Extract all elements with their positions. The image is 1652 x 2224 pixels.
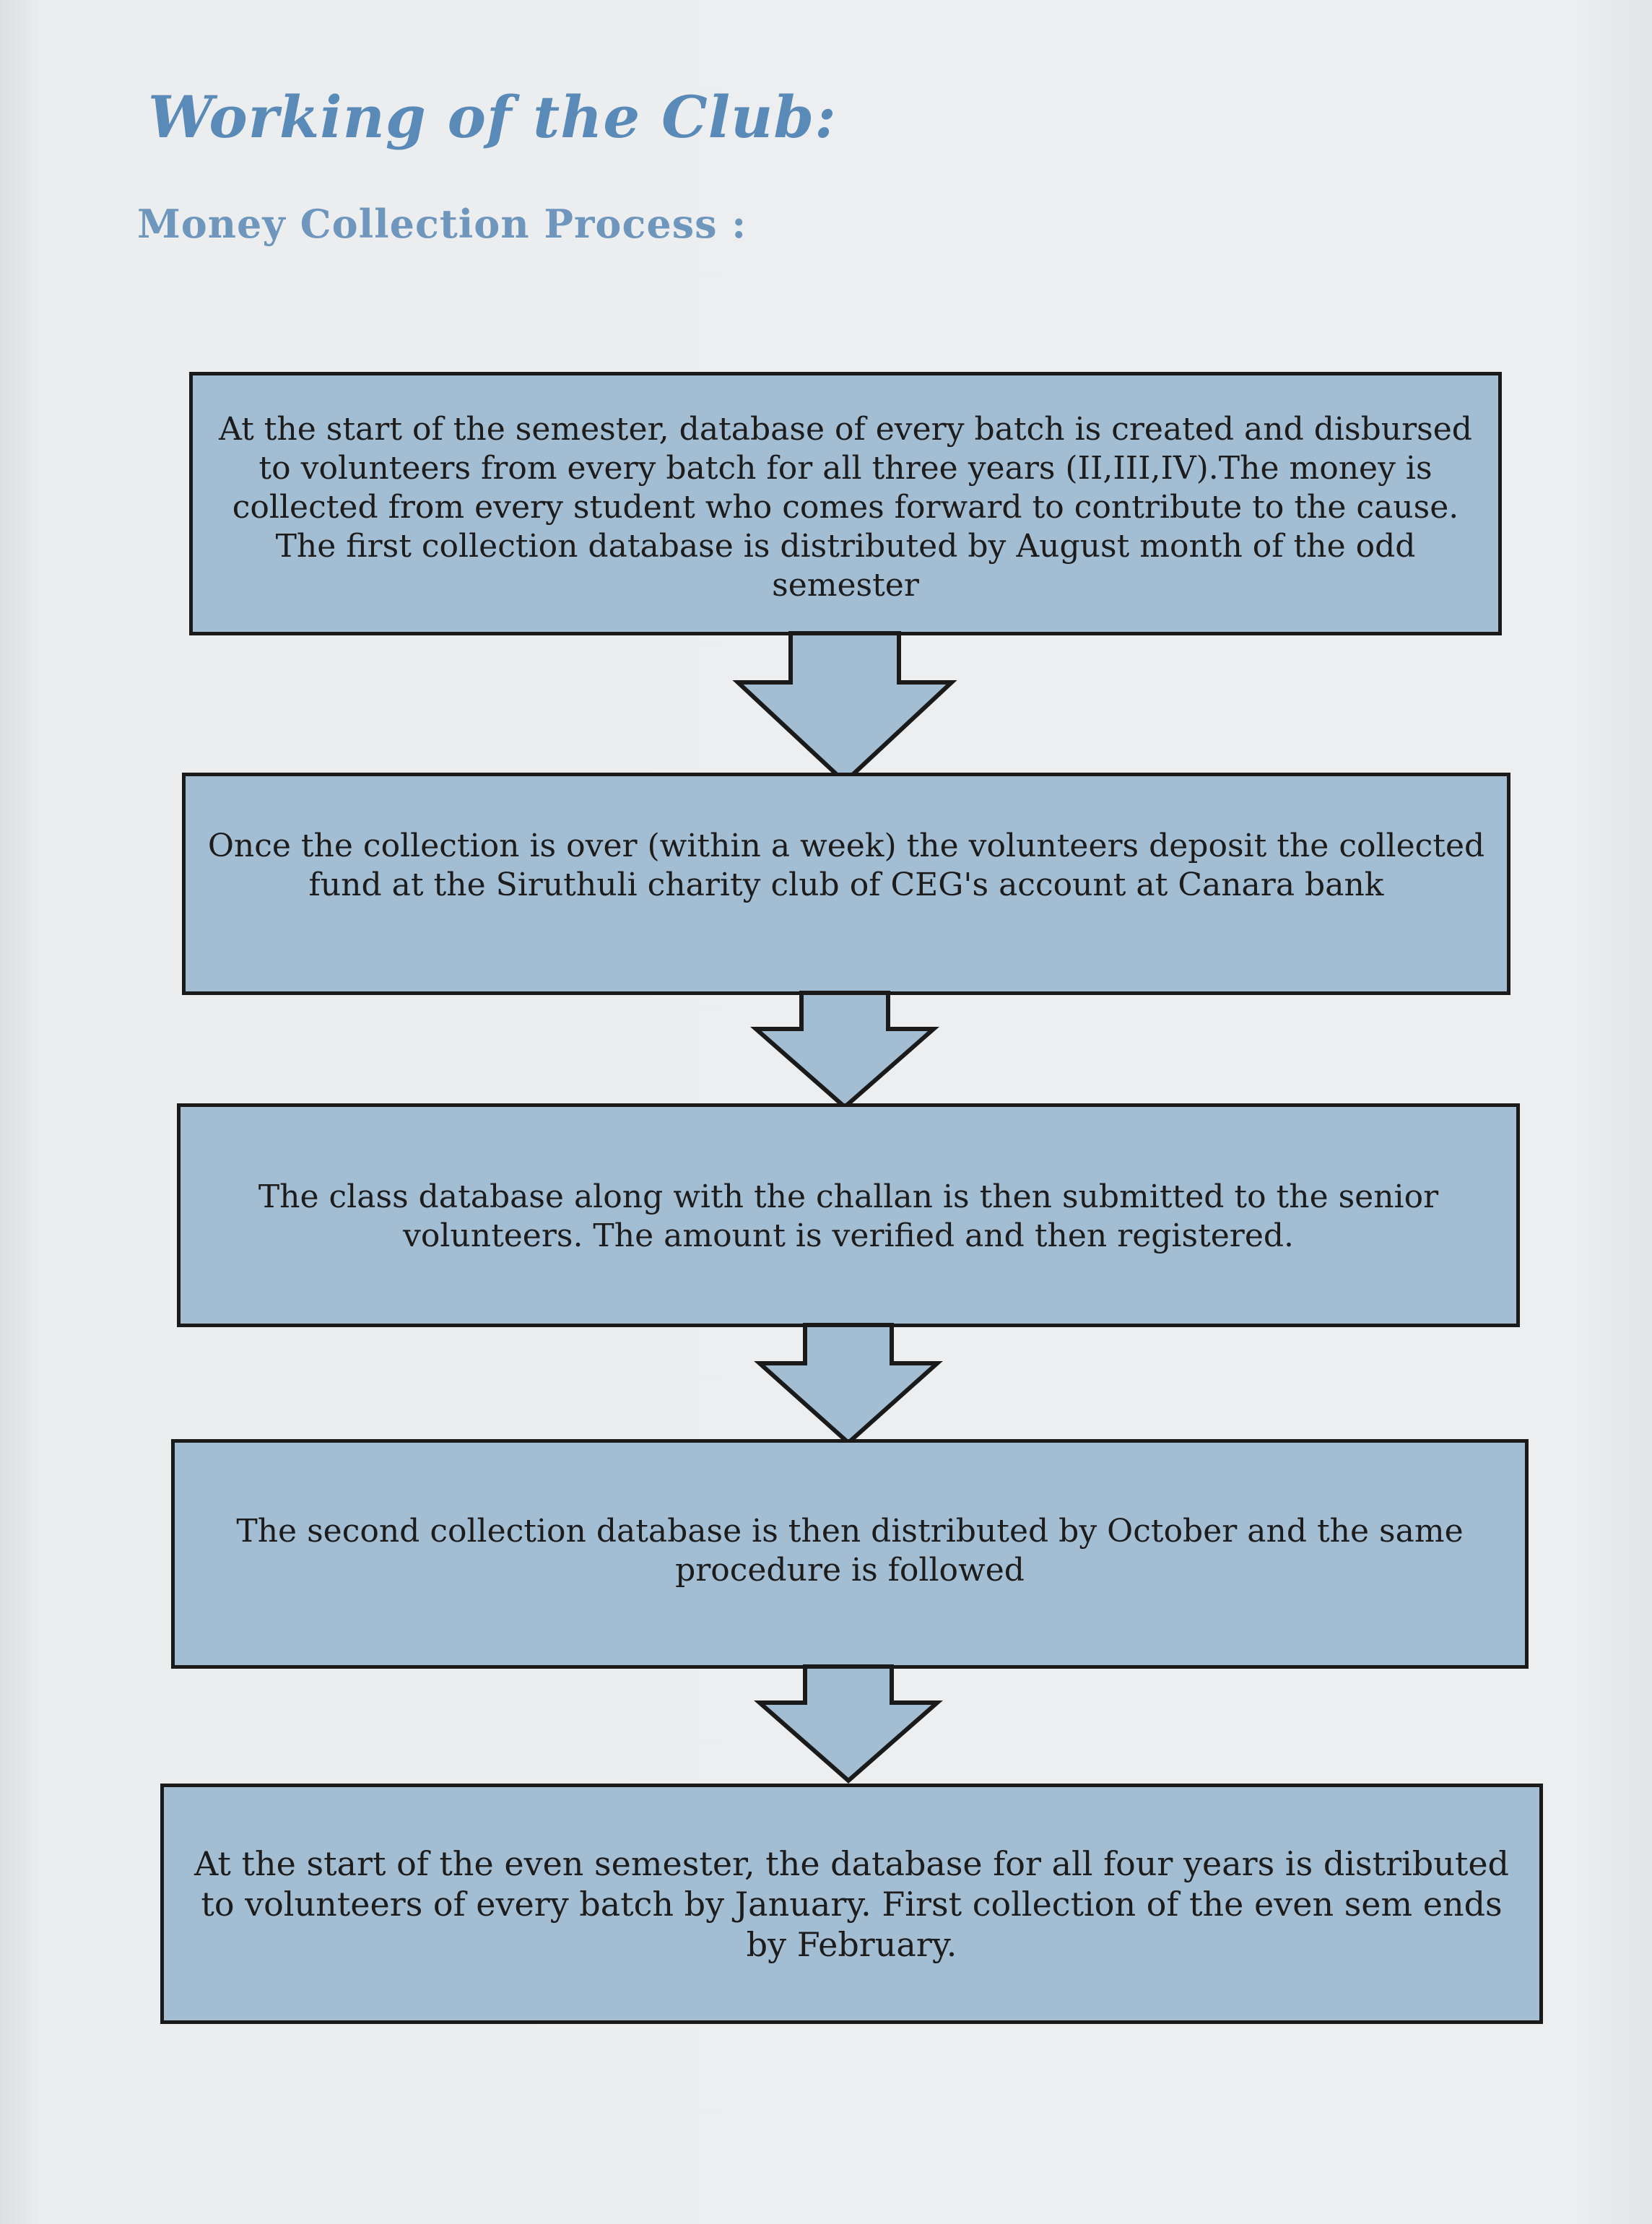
flow-step-1-text: At the start of the semester, database of every batch is created and disbursed to volunteers from every batch for all three years (II,III,IV).The money is collected from every student who comes forward to contribute to the cause. The first collection database is distributed by August month of the odd semester: [219, 411, 1472, 604]
flow-step-1: [189, 372, 1502, 635]
flow-step-4-text: The second collection database is then distributed by October and the same procedure is followed: [236, 1513, 1464, 1589]
flow-step-3: [177, 1103, 1520, 1327]
section-subtitle: Money Collection Process :: [137, 201, 747, 247]
flow-step-5-text: At the start of the even semester, the database for all four years is distributed to volunteers of every batch by January. First collection of the even sem ends by February.: [194, 1844, 1510, 1964]
flow-step-4: [171, 1439, 1529, 1669]
page-title: Working of the Club:: [148, 83, 837, 151]
flow-step-2-text: Once the collection is over (within a week) the volunteers deposit the collected fund at the Siruthuli charity club of CEG's account at Canara bank: [207, 828, 1485, 903]
down-arrow-4: [751, 1665, 946, 1788]
flow-step-5: [160, 1784, 1543, 2024]
flow-step-2: [182, 773, 1510, 995]
down-arrow-3: [751, 1324, 946, 1450]
down-arrow-2: [747, 991, 942, 1114]
down-arrow-1: [729, 632, 960, 791]
flow-step-3-text: The class database along with the challan is then submitted to the senior volunteers. The amount is verified and then registered.: [258, 1178, 1439, 1254]
